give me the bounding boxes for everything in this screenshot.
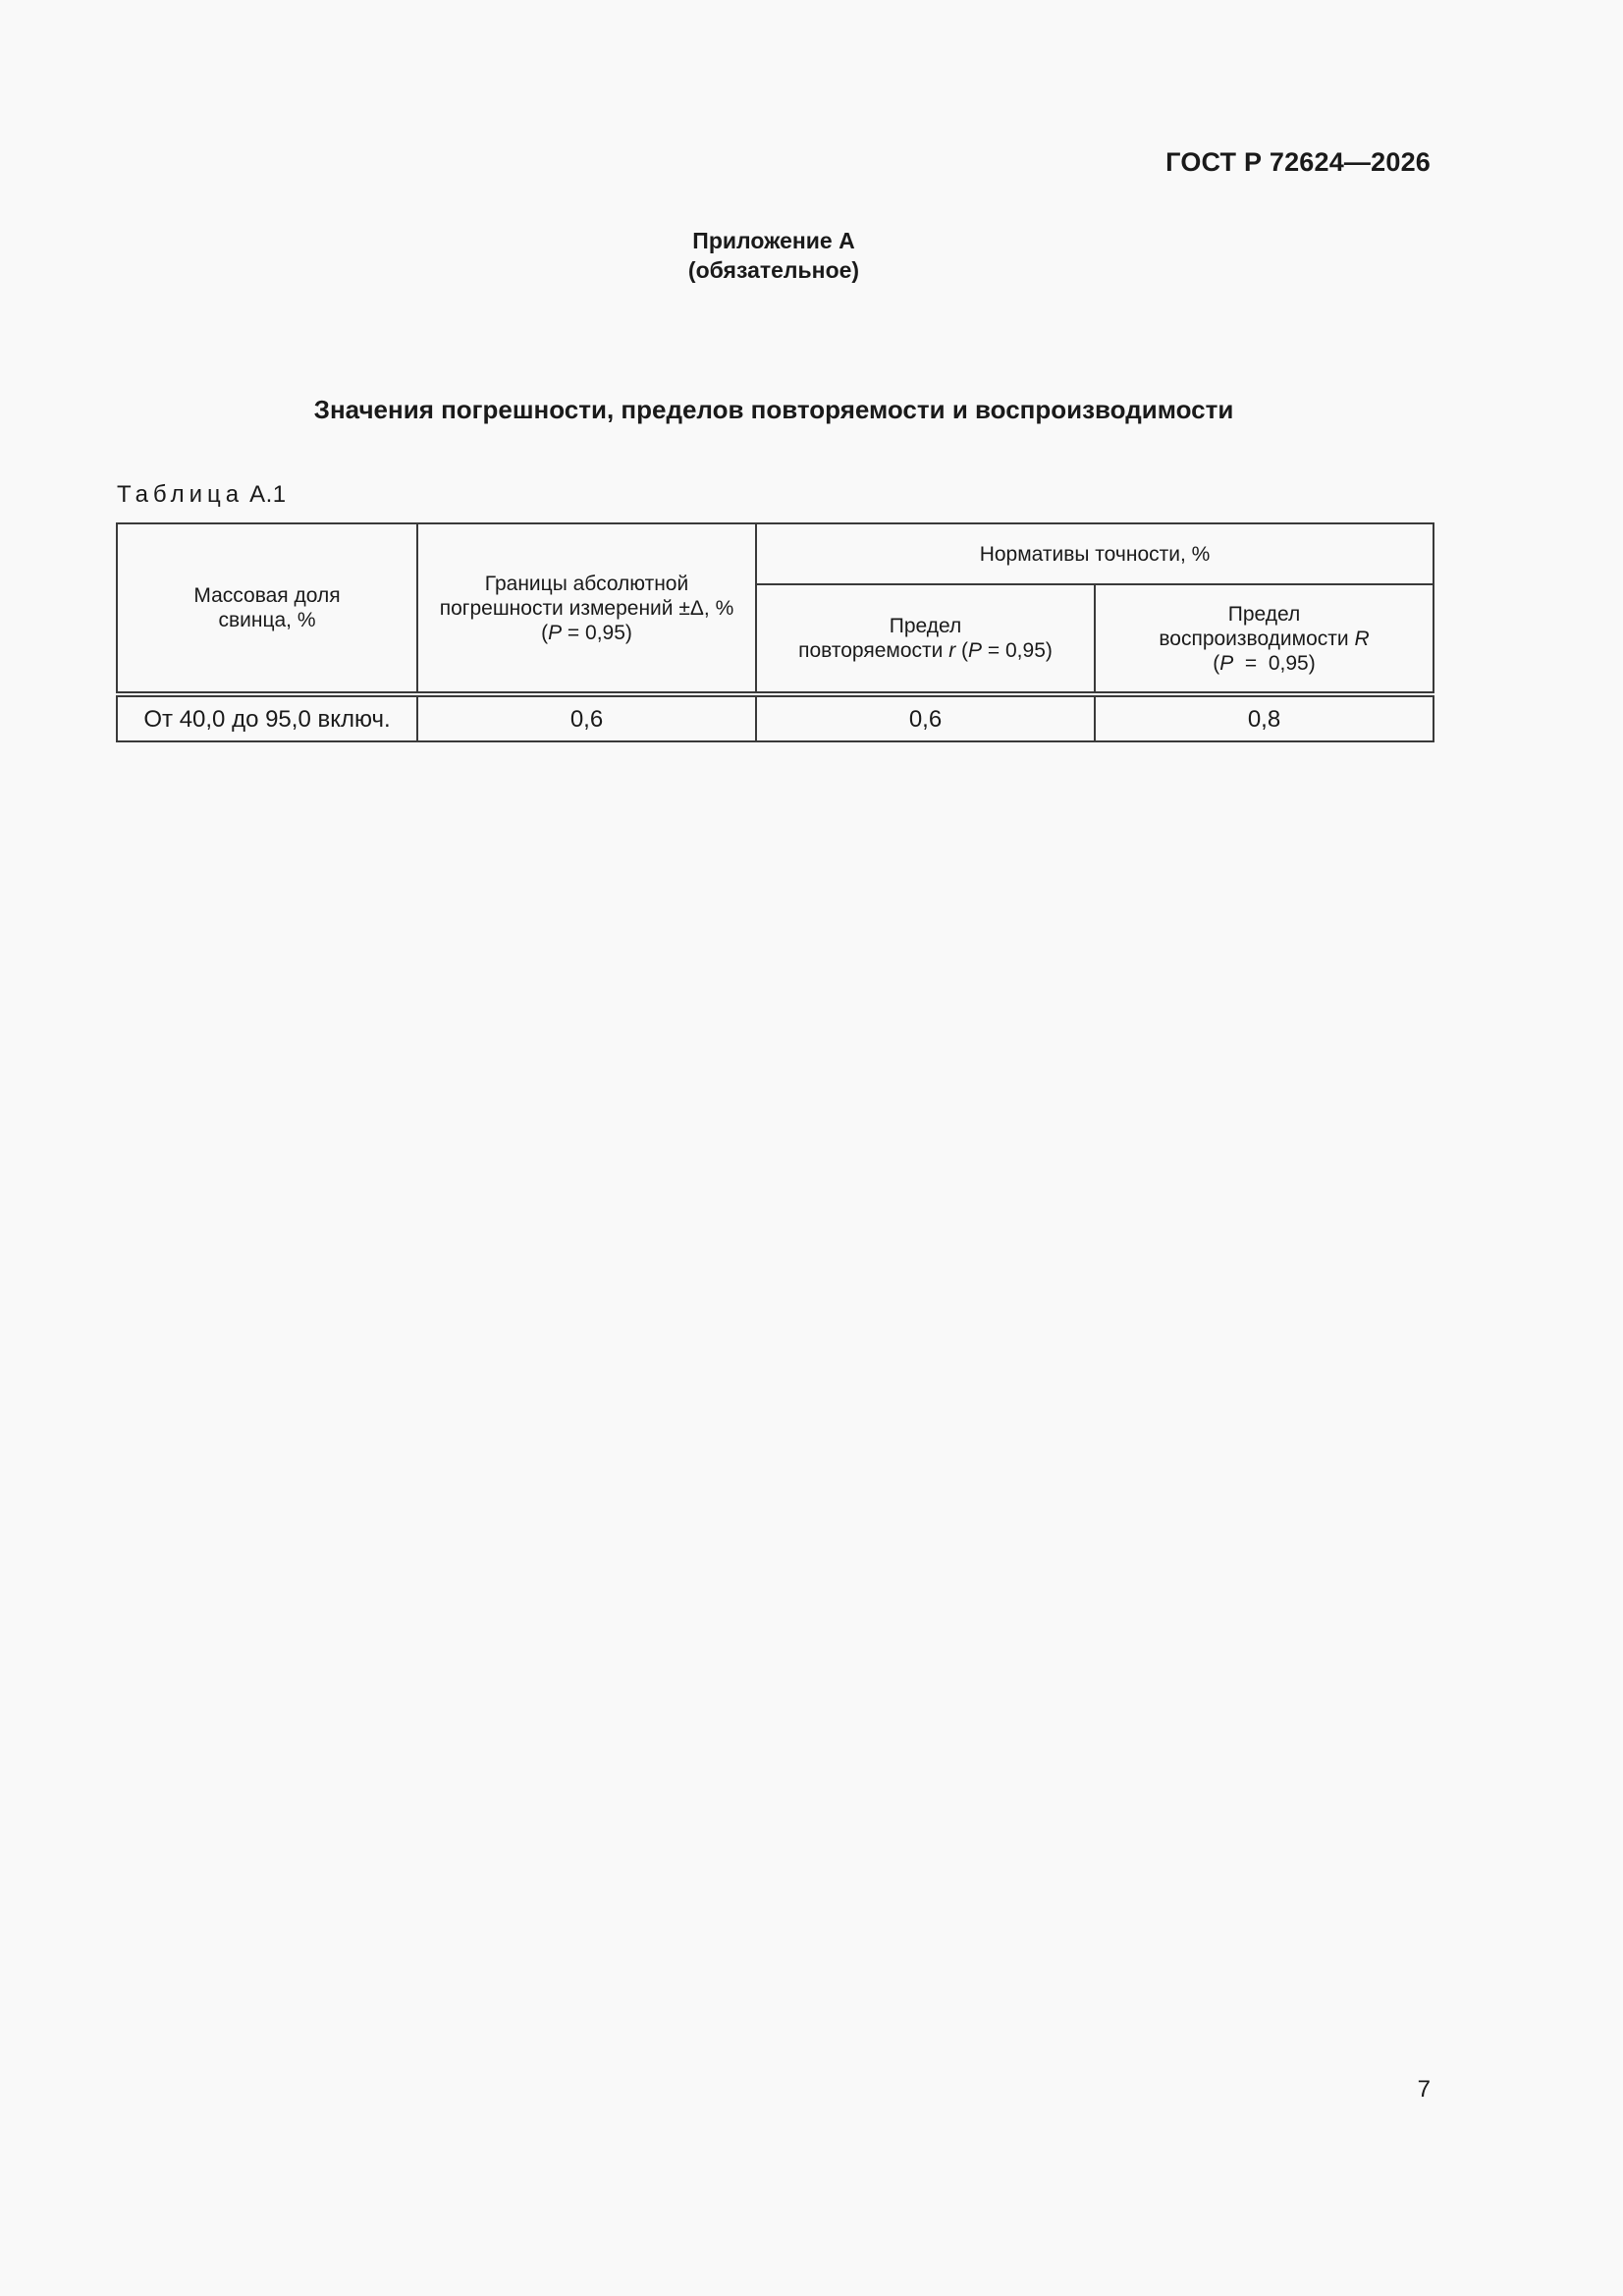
section-title: Значения погрешности, пределов повторяемости и воспроизводимости: [313, 395, 1234, 424]
header-error-p-value: = 0,95): [562, 621, 632, 644]
header-mass-fraction: [117, 523, 417, 694]
header-repeat-prefix: повторяемости: [798, 639, 949, 662]
header-repeat-symbol: r: [948, 639, 956, 662]
cell-reproducibility: 0,8: [1095, 694, 1434, 741]
header-reprod-line3: (P = 0,95): [1213, 651, 1316, 675]
accuracy-table: [116, 522, 1434, 742]
header-repeatability: [756, 584, 1095, 694]
header-error-limits: [417, 523, 756, 694]
header-mass-fraction-line1: Массовая доля: [193, 584, 341, 607]
header-reprod-p-value: = 0,95): [1233, 651, 1316, 675]
header-reprod-p-symbol: P: [1219, 651, 1234, 675]
cell-repeatability: 0,6: [756, 694, 1095, 741]
table-caption-number: А.1: [249, 481, 287, 508]
table-row: [117, 694, 1434, 741]
header-repeat-line2: повторяемости r (P = 0,95): [798, 639, 1053, 662]
header-error-line3: (P = 0,95): [541, 621, 632, 644]
header-repeat-p-symbol: P: [968, 639, 983, 662]
table-header-row: [117, 523, 1434, 584]
table-caption-label: Таблица: [117, 481, 244, 508]
header-error-p-symbol: P: [548, 621, 563, 644]
cell-range: От 40,0 до 95,0 включ.: [117, 694, 417, 741]
header-repeat-p-value: = 0,95): [982, 639, 1053, 662]
header-reprod-symbol: R: [1354, 627, 1370, 650]
appendix-title: Приложение А: [692, 228, 855, 253]
header-accuracy-group: Нормативы точности, %: [756, 523, 1434, 584]
cell-error: 0,6: [417, 694, 756, 741]
header-reprod-prefix: воспроизводимости: [1159, 627, 1355, 650]
appendix-heading: [0, 226, 1547, 285]
document-code: ГОСТ Р 72624—2026: [1165, 147, 1431, 177]
header-reprod-line1: Предел: [1227, 602, 1301, 626]
header-reprod-line2: [1104, 627, 1425, 651]
page-number: 7: [1417, 2076, 1431, 2103]
header-repeat-line1: Предел: [889, 615, 962, 637]
header-error-line2: погрешности измерений ±Δ, %: [439, 596, 734, 620]
header-error-line1: Границы абсолютной: [484, 572, 689, 595]
appendix-status: (обязательное): [687, 257, 860, 283]
header-reproducibility: [1095, 584, 1434, 694]
table-caption: [117, 481, 287, 509]
header-mass-fraction-line2: свинца, %: [218, 609, 316, 631]
